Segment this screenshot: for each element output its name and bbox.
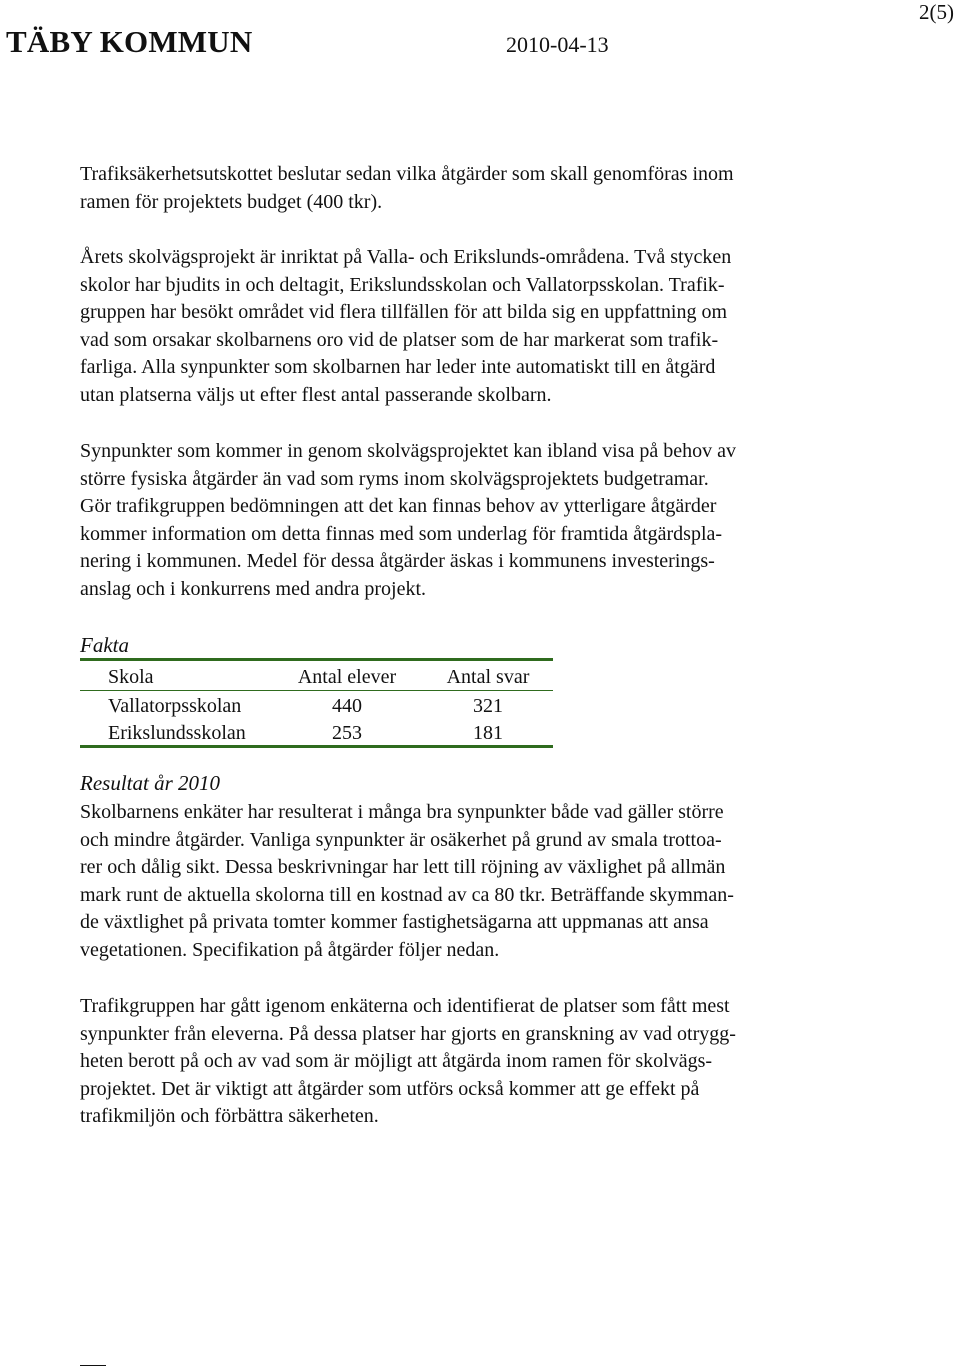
text-line: kommer information om detta finnas med som underlag för framtida åtgärdspla- — [80, 522, 723, 545]
text-line: projektet. Det är viktigt att åtgärder som utförs också kommer att ge effekt på — [80, 1077, 700, 1100]
result-heading: Resultat år 2010 — [80, 771, 220, 795]
text-line: skolor har bjudits in och deltagit, Erikslundsskolan och Vallatorpsskolan. Trafik- — [80, 273, 725, 296]
text-line: vegetationen. Specifikation på åtgärder följer nedan. — [80, 938, 500, 961]
column-header-school: Skola — [108, 666, 154, 688]
paragraph-result — [80, 799, 880, 964]
cell-responses: 181 — [473, 722, 503, 744]
text-line: utan platserna väljs ut efter flest antal passerande skolbarn. — [80, 383, 552, 406]
paragraph-budget — [80, 161, 880, 216]
paragraph-closing — [80, 993, 880, 1131]
text-line: Synpunkter som kommer in genom skolvägsprojektet kan ibland visa på behov av — [80, 440, 736, 462]
text-line: trafikmiljön och förbättra säkerheten. — [80, 1105, 379, 1127]
text-line: Årets skolvägsprojekt är inriktat på Valla- och Erikslunds-områdena. Två stycken — [80, 246, 732, 268]
text-line: de växtlighet på privata tomter kommer fastighetsägarna att uppmanas att ansa — [80, 911, 709, 933]
text-line: synpunkter från eleverna. På dessa platser har gjorts en granskning av vad otrygg- — [80, 1022, 736, 1045]
cell-responses: 321 — [473, 695, 503, 717]
cell-students: 253 — [332, 722, 362, 744]
text-line: rer och dålig sikt. Dessa beskrivningar har lett till röjning av växlighet på allmän — [80, 856, 726, 878]
paragraph-synpunkter — [80, 438, 880, 603]
text-line: Skolbarnens enkäter har resulterat i många bra synpunkter både vad gäller större — [80, 801, 724, 823]
table-header-row — [80, 661, 553, 691]
paragraph-project — [80, 244, 880, 409]
text-line: heten berott på och av vad som är möjligt att åtgärda inom ramen för skolvägs- — [80, 1050, 713, 1072]
text-line: och mindre åtgärder. Vanliga synpunkter är osäkerhet på grund av smala trottoa- — [80, 828, 722, 851]
document-date: 2010-04-13 — [506, 32, 609, 57]
table-row — [80, 718, 553, 745]
text-line: anslag och i konkurrens med andra projekt. — [80, 577, 427, 600]
organization-title: TÄBY KOMMUN — [6, 24, 253, 59]
table-row — [80, 691, 553, 718]
text-line: gruppen har besökt området vid flera tillfällen för att bilda sig en uppfattning om — [80, 301, 728, 323]
text-line: vad som orsakar skolbarnens oro vid de platser som de har markerat som trafik- — [80, 328, 719, 351]
column-header-responses: Antal svar — [446, 666, 530, 688]
text-line: Trafiksäkerhetsutskottet beslutar sedan vilka åtgärder som skall genomföras inom — [80, 163, 734, 185]
footnote-divider — [80, 1365, 106, 1366]
cell-school: Vallatorpsskolan — [108, 695, 242, 717]
cell-school: Erikslundsskolan — [108, 722, 246, 744]
text-line: nering i kommunen. Medel för dessa åtgärder äskas i kommunens investerings- — [80, 550, 715, 572]
cell-students: 440 — [332, 695, 362, 717]
page-number: 2(5) — [919, 0, 954, 24]
text-line: Trafikgruppen har gått igenom enkäterna och identifierat de platser som fått mest — [80, 995, 730, 1017]
text-line: Gör trafikgruppen bedömningen att det kan finnas behov av ytterligare åtgärder — [80, 495, 717, 517]
text-line: farliga. Alla synpunkter som skolbarnen har leder inte automatiskt till en åtgärd — [80, 356, 716, 378]
facts-heading: Fakta — [80, 633, 129, 657]
facts-table — [80, 658, 553, 748]
text-line: ramen för projektets budget (400 tkr). — [80, 190, 383, 213]
text-line: större fysiska åtgärder än vad som ryms inom skolvägsprojektets budgetramar. — [80, 467, 709, 490]
text-line: mark runt de aktuella skolorna till en kostnad av ca 80 tkr. Beträffande skymman- — [80, 883, 734, 906]
column-header-students: Antal elever — [297, 666, 397, 688]
